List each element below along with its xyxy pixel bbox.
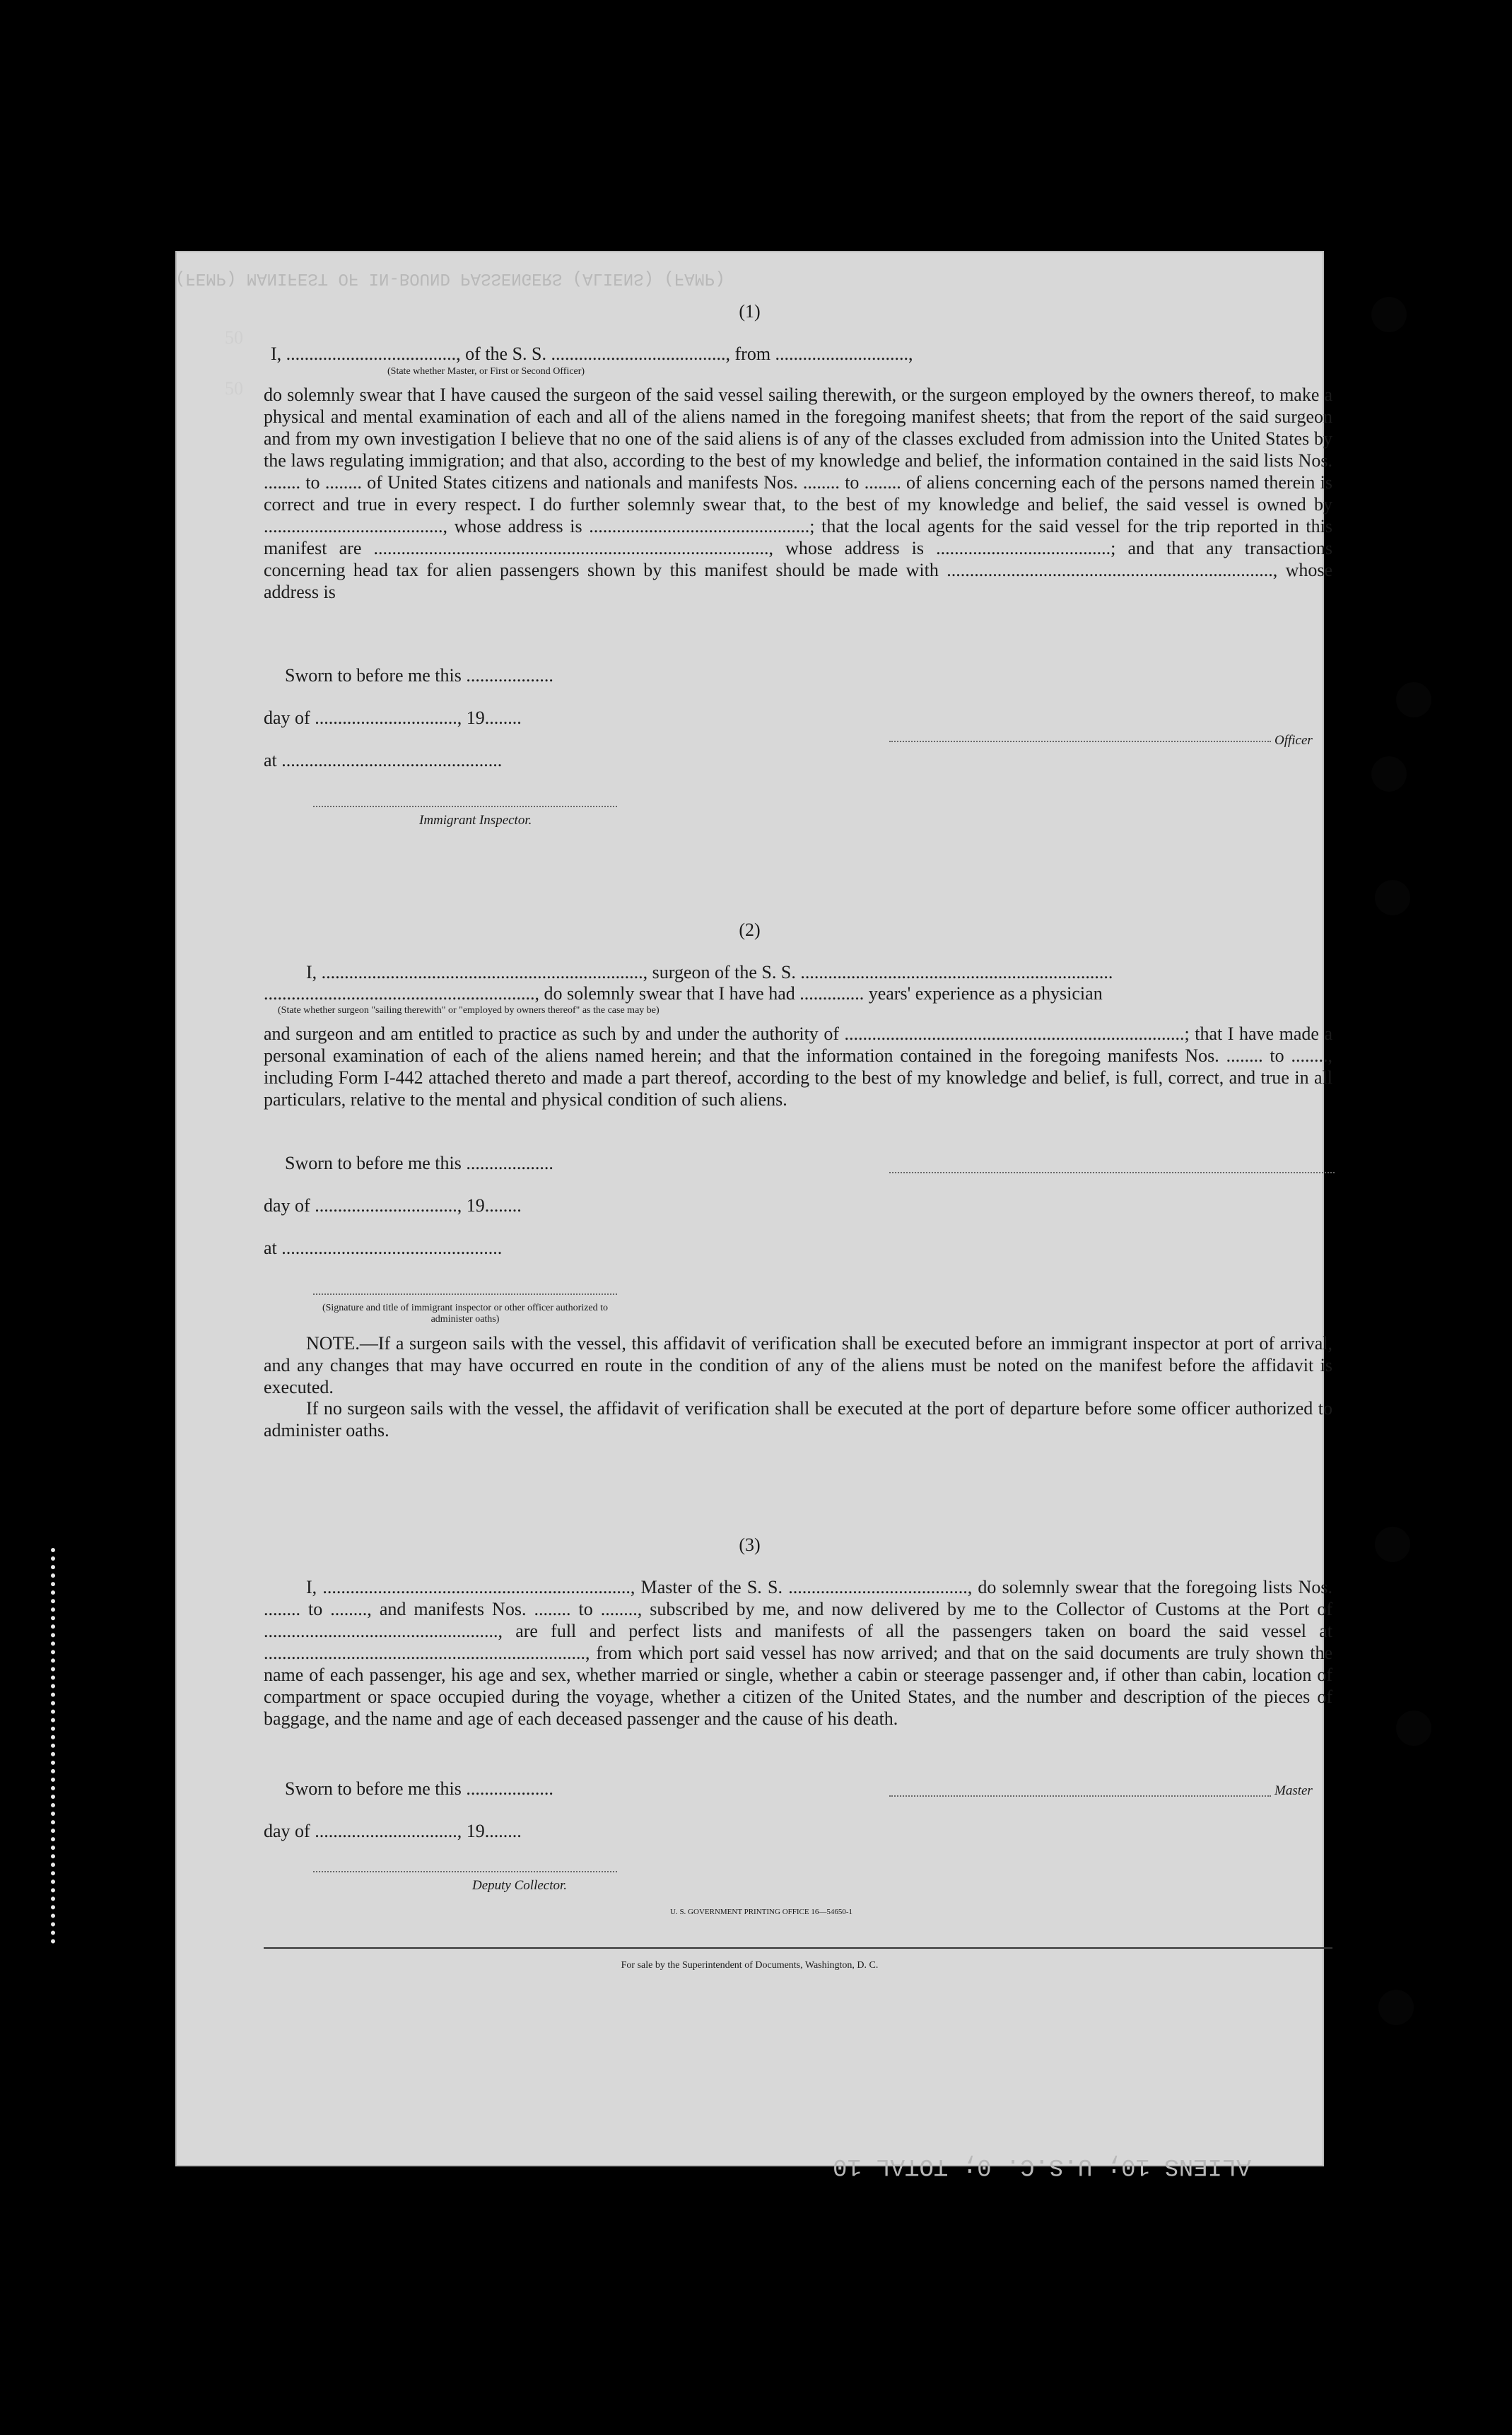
section2-note2: If no surgeon sails with the vessel, the affidavit of verification shall be executed at the port of departure before some officer authorized to administer oaths. bbox=[264, 1398, 1332, 1441]
binder-hole bbox=[1396, 1711, 1431, 1746]
gpo-imprint: U. S. GOVERNMENT PRINTING OFFICE 16—54650-1 bbox=[670, 1908, 853, 1916]
section1-number: (1) bbox=[739, 301, 761, 322]
binder-hole bbox=[1375, 1527, 1410, 1562]
sale-notice: For sale by the Superintendent of Documents, Washington, D. C. bbox=[621, 1960, 879, 1971]
binder-hole bbox=[1378, 1990, 1414, 2025]
section2-note1: NOTE.—If a surgeon sails with the vessel, this affidavit of verification shall be executed before an immigrant inspector at port of arrival, and any changes that may have occurred en route in the condition of any of the aliens must be noted on the manifest before the affidavit is executed. bbox=[264, 1333, 1332, 1397]
binder-hole bbox=[1396, 682, 1431, 717]
form-sheet bbox=[175, 251, 1332, 2179]
section2-number: (2) bbox=[739, 920, 761, 940]
section1-sworn: Sworn to before me this ................... bbox=[285, 665, 553, 686]
section3-number: (3) bbox=[739, 1535, 761, 1555]
binder-hole bbox=[1371, 756, 1407, 792]
section2-sworn: Sworn to before me this ................... bbox=[285, 1153, 553, 1173]
section3-body: I, ..................................................................., Master of the S. S. ......................................., do solemnly swear that the foregoing lists Nos. ........ to ........, and manifests Nos. ........ to ........, subscribed by me, and now delivered by me to the Collector of Customs at the Port of ..................................................., are full and perfect lists and manifests of all the passengers taken on board the said vessel at ......................................................................, from which port said vessel has now arrived; and that on the said documents are truly shown the name of each passenger, his age and sex, whether married or single, whether a cabin or steerage passenger and, if other than cabin, location of compartment or space occupied during the voyage, whether a citizen of the United States, and the number and description of the pieces of baggage, and the name and age of each deceased passenger and the cause of his death. bbox=[264, 1577, 1332, 1729]
section1-state-note: (State whether Master, or First or Second Officer) bbox=[387, 366, 585, 377]
section1-at: at ................................................ bbox=[264, 750, 503, 770]
section2-line1: I, ......................................................................, surgeon of the S. S. .................................................................... bbox=[306, 962, 1113, 982]
bleed-through-header: (FEMP) MANIFEST OF IN-BOUND PASSENGERS (ALIENS) (FAMP) bbox=[175, 269, 725, 288]
section2-line2: ..........................................................., do solemnly swear that I have had .............. years' experience as a physician bbox=[264, 983, 1103, 1004]
bleed-through-footer: ALIENS 10; U.S.C. 0; TOTAL 10 bbox=[833, 2152, 1251, 2179]
section2-at: at ................................................ bbox=[264, 1238, 503, 1258]
section2-inspector-line bbox=[313, 1293, 617, 1295]
margin-number: 50 bbox=[225, 378, 243, 399]
section2-state-note: (State whether surgeon "sailing therewith" or "employed by owners thereof" as the case may be) bbox=[278, 1005, 660, 1016]
section1-officer: Officer bbox=[1274, 733, 1313, 748]
section2-surgeon-line bbox=[889, 1172, 1335, 1173]
section1-line1: I, ....................................., of the S. S. ......................................, from ............................., bbox=[271, 344, 913, 364]
footer-rule bbox=[264, 1947, 1332, 1949]
section2-signer: (Signature and title of immigrant inspector or other officer authorized to administer oaths) bbox=[322, 1303, 609, 1325]
section3-day: day of ..............................., 19........ bbox=[264, 1821, 522, 1841]
section2-day: day of ..............................., 19........ bbox=[264, 1195, 522, 1216]
section3-collector-line bbox=[313, 1871, 617, 1872]
section1-inspector-line bbox=[313, 806, 617, 807]
section3-master-line bbox=[889, 1795, 1271, 1797]
section1-day: day of ..............................., 19........ bbox=[264, 708, 522, 728]
section3-sworn: Sworn to before me this ................... bbox=[285, 1778, 553, 1799]
section1-signer: Immigrant Inspector. bbox=[419, 813, 532, 828]
section3-master: Master bbox=[1274, 1783, 1313, 1798]
margin-number: 50 bbox=[225, 327, 243, 348]
section1-body: do solemnly swear that I have caused the surgeon of the said vessel sailing therewith, or the surgeon employed by the owners thereof, to make a physical and mental examination of each and all of the aliens named in the foregoing manifest sheets; that from the report of the said surgeon and from my own investigation I believe that no one of the said aliens is of any of the classes excluded from admission into the United States by the laws regulating immigration; and that also, according to the best of my knowledge and belief, the information contained in the said lists Nos. ........ to ........ of United States citizens and nationals and manifests Nos. ........ to ........ of aliens concerning each of the persons named therein is correct and true in every respect. I do further solemnly swear that, to the best of my knowledge and belief, the said vessel is owned by ......................................., whose address is ................................................; that the local agents for the said vessel for the trip reported in this manifest are ......................................................................................, whose address is ......................................; and that any transactions concerning head tax for alien passengers shown by this manifest should be made with ......................................................................., whose address is bbox=[264, 385, 1332, 602]
section3-signer: Deputy Collector. bbox=[472, 1878, 568, 1893]
section1-officer-line bbox=[889, 741, 1271, 742]
binder-hole bbox=[1371, 297, 1407, 332]
edge-artifact bbox=[51, 1548, 68, 1944]
binder-hole bbox=[1375, 880, 1410, 915]
section2-body: and surgeon and am entitled to practice as such by and under the authority of ..........................................................................; that I have made a personal examination of each of the aliens named herein; and that the information contained in the foregoing manifests Nos. ........ to ........, including Form I-442 attached thereto and made a part thereof, according to the best of my knowledge and belief, is full, correct, and true in all particulars, relative to the mental and physical condition of such aliens. bbox=[264, 1023, 1332, 1110]
